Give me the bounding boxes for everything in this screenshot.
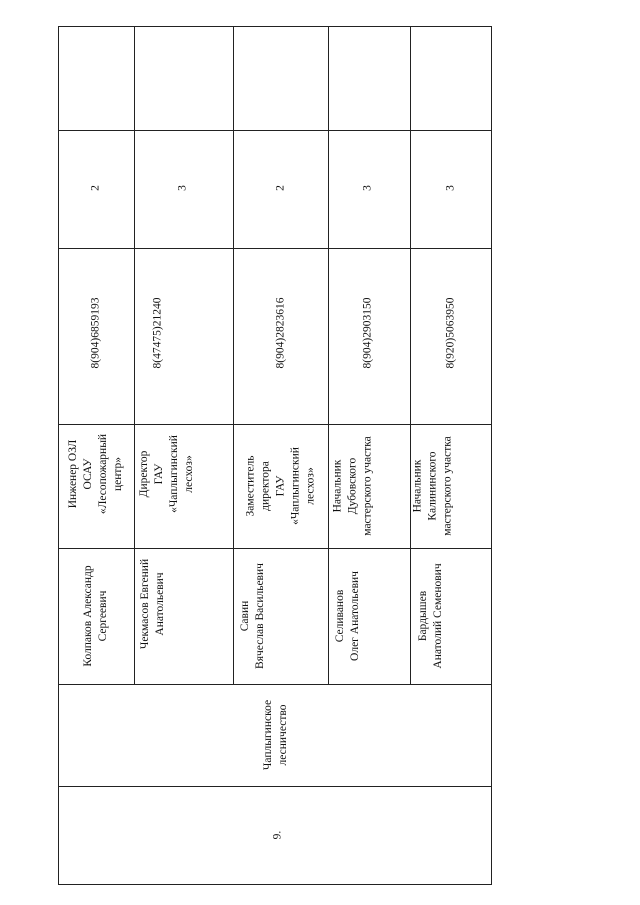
person-1-count: 2 (89, 185, 102, 191)
person-4-name: Селиванов Олег Анатольевич (334, 571, 361, 661)
person-2-position: Директор ГАУ «Чаплыгинский лесхоз» (138, 435, 195, 513)
person-2-phone: 8(47475)21240 (151, 297, 164, 369)
person-3-position: Заместитель директора ГАУ «Чаплыгинский лесхоз» (244, 447, 317, 525)
district-label (261, 700, 291, 770)
person-1-name: Колпаков Александр Сергеевич (82, 565, 109, 667)
person-1-phone: 8(904)6859193 (89, 297, 102, 369)
person-4-count: 3 (361, 185, 374, 191)
grid-rule-name-bottom (58, 548, 492, 549)
number-column-rule (58, 786, 492, 787)
table-bottom-rule (58, 884, 492, 885)
grid-rule-count-phone (58, 130, 492, 131)
person-5-phone: 8(920)5063950 (444, 297, 457, 369)
person-4-position: Начальник Дубовского мастерского участка (331, 436, 374, 536)
grid-rule-position-name (58, 424, 492, 425)
grid-vline-5 (410, 26, 411, 685)
grid-vline-1 (58, 26, 59, 885)
person-4-phone: 8(904)2903150 (361, 297, 374, 369)
row-number: 9. (271, 830, 284, 840)
person-2-count: 3 (176, 185, 189, 191)
table-top-rule (58, 26, 492, 27)
person-2-name: Чекмасов Евгений Анатольевич (139, 558, 166, 650)
person-3-name: Савин Вячеслав Васильевич (239, 563, 266, 669)
person-5-count: 3 (444, 185, 457, 191)
grid-vline-2 (134, 26, 135, 685)
grid-vline-6 (491, 26, 492, 885)
grid-vline-3 (233, 26, 234, 685)
district-line-1: Чаплыгинское (262, 699, 274, 771)
grid-rule-grid-bottom (58, 684, 492, 685)
district-line-2: лесничество (277, 704, 289, 766)
grid-rule-phone-position (58, 248, 492, 249)
person-5-name: Бардышев Анатолий Семенович (417, 563, 444, 669)
person-1-position: Инженер ОЗЛ ОСАУ «Лесопожарный центр» (67, 433, 124, 515)
grid-vline-4 (328, 26, 329, 685)
person-3-phone: 8(904)2823616 (274, 297, 287, 369)
person-5-position: Начальник Калининского мастерского участка (411, 436, 454, 536)
person-3-count: 2 (274, 185, 287, 191)
